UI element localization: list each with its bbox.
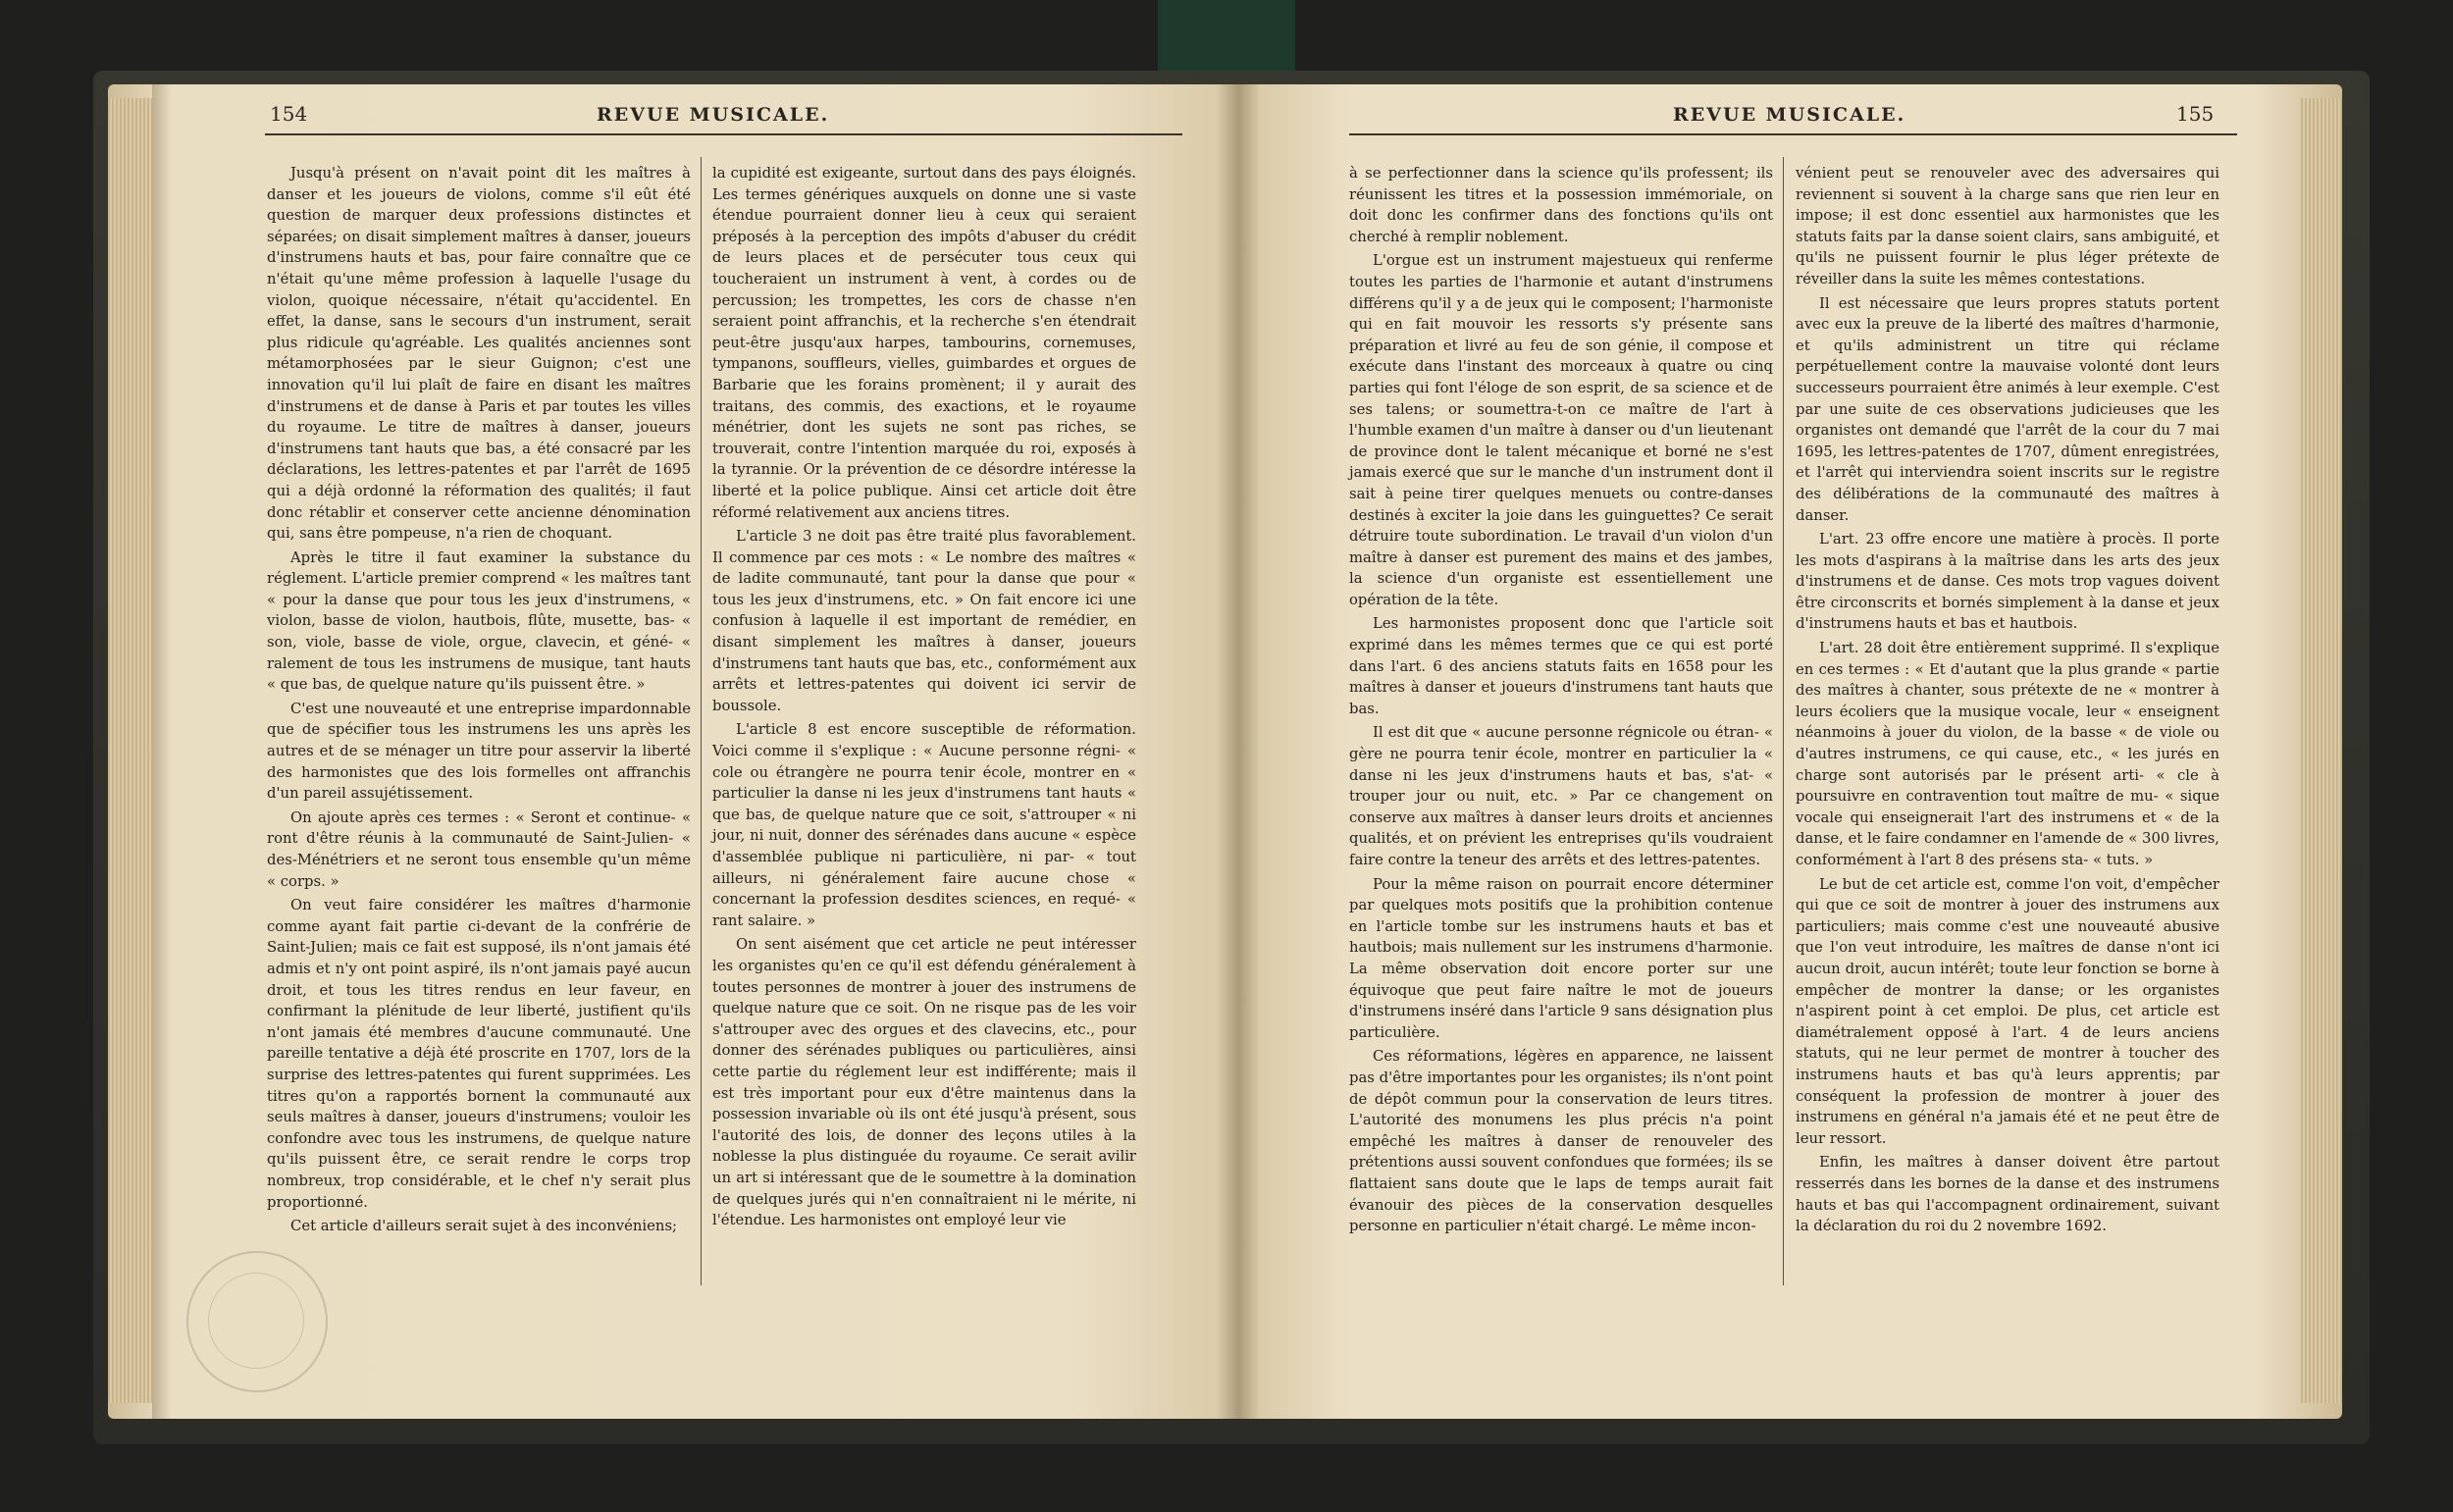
paragraph: Le but de cet article est, comme l'on voit, d'empêcher qui que ce soit de montrer à jouer des instrumens aux particuliers; mais comme c'est une nouveauté abusive que l'on veut introduire, les maîtres de danse n'ont ici aucun droit, aucun intérêt; toute leur fonction se borne à empêcher de montrer la danse; or les organistes n'aspirent point à cet emploi. De plus, cet article est diamétralement opposé à l'art. 4 de leurs anciens statuts, qui ne leur permet de montrer à toucher des instrumens hauts et bas qu'à leurs apprentis; par conséquent la profession de montrer à jouer des instrumens en général n'a jamais été et ne peut être de leur ressort. bbox=[1796, 875, 2219, 1147]
right-page-column-2 bbox=[1796, 163, 2219, 1240]
right-column-divider bbox=[1783, 157, 1784, 1285]
right-page-number: 155 bbox=[2176, 102, 2215, 126]
paragraph: Il est dit que « aucune personne régnicole ou étran- « gère ne pourra tenir école, montrer en particulier la « danse ni les jeux d'instrumens hauts et bas, s'at- « trouper jour ou nuit, etc. » Par ce changement on conserve aux maîtres à danser leurs droits et anciennes qualités, et on prévient les entreprises qu'ils voudraient faire contre la teneur des arrêts et des lettres-patentes. bbox=[1349, 724, 1773, 868]
library-stamp bbox=[186, 1251, 328, 1392]
left-running-head: REVUE MUSICALE. bbox=[597, 104, 830, 126]
left-page-column-2 bbox=[712, 163, 1136, 1234]
paragraph: Pour la même raison on pourrait encore déterminer par quelques mots positifs que la prohibition contenue en l'article tombe sur les instrumens hauts et bas et hautbois; mais nullement sur les instrumens d'harmonie. La même observation doit encore porter sur une équivoque que peut faire naître le mot de joueurs d'instrumens inséré dans l'article 9 sans désignation plus particulière. bbox=[1349, 875, 1773, 1041]
paragraph: Ces réformations, légères en apparence, ne laissent pas d'être importantes pour les organistes; ils n'ont point de dépôt commun pour la conservation de leurs titres. L'autorité des monumens les plus précis n'a point empêché les maîtres à danser de renouveler des prétentions aussi souvent confondues que formées; ils se flattaient sans doute que le laps de temps aurait fait évanouir des pièces de la conservation desquelles personne en particulier n'était chargé. Le même incon- bbox=[1349, 1048, 1773, 1235]
right-running-head: REVUE MUSICALE. bbox=[1673, 104, 1906, 126]
paragraph: L'art. 28 doit être entièrement supprimé. Il s'explique en ces termes : « Et d'autant que la plus grande « partie des maîtres à chanter, sous prétexte de ne « montrer à leurs écoliers que la musique vocale, leur « enseignent néanmoins à jouer du violon, de la basse « de viole ou d'autres instrumens, ce qui cause, etc., « les jurés en charge sont autorisés par le présent arti- « cle à poursuivre en contravention tout maître de mu- « sique vocale qui enseignerait l'art des instrumens et « de la danse, et le faire condamner en l'amende de « 300 livres, conformément à l'art 8 des présens sta- « tuts. » bbox=[1796, 640, 2219, 868]
paragraph: Enfin, les maîtres à danser doivent être partout resserrés dans les bornes de la danse et des instrumens hauts et bas qui l'accompagnent ordinairement, suivant la déclaration du roi du 2 novembre 1692. bbox=[1796, 1154, 2219, 1235]
paragraph: vénient peut se renouveler avec des adversaires qui reviennent si souvent à la charge sans que rien leur en impose; il est donc essentiel aux harmonistes que les statuts faits par la danse soient clairs, sans ambiguité, et qu'ils ne puissent fournir le plus léger prétexte de réveiller dans la suite les mêmes contestations. bbox=[1796, 165, 2219, 287]
book-gutter bbox=[1217, 84, 1260, 1419]
paragraph: Les harmonistes proposent donc que l'article soit exprimé dans les mêmes termes que ce qui est porté dans l'art. 6 des anciens statuts faits en 1658 pour les maîtres à danser et joueurs d'instrumens tant hauts que bas. bbox=[1349, 615, 1773, 717]
paragraph: Jusqu'à présent on n'avait point dit les maîtres à danser et les joueurs de violons, comme s'il eût été question de marquer deux professions distinctes et séparées; on disait simplement maîtres à danser, joueurs d'instrumens hauts et bas, pour faire connaître que ce n'était qu'une même profession à laquelle l'usage du violon, quoique nécessaire, n'était qu'accidentel. En effet, la danse, sans le secours d'un instrument, serait plus ridicule qu'agréable. Les qualités anciennes sont métamorphosées par le sieur Guignon; c'est une innovation qu'il lui plaît de faire en disant les maîtres d'instrumens et de danse à Paris et par toutes les villes du royaume. Le titre de maîtres à danser, joueurs d'instrumens tant hauts que bas, a été consacré par les déclarations, les lettres-patentes et par l'arrêt de 1695 qui a déjà ordonné la réformation des qualités; il faut donc rétablir et conserver cette ancienne dénomination qui, sans être pompeuse, n'a rien de choquant. bbox=[267, 165, 691, 543]
paragraph: L'orgue est un instrument majestueux qui renferme toutes les parties de l'harmonie et autant d'instrumens différens qu'il y a de jeux qui le composent; l'harmoniste qui en fait mouvoir les ressorts s'y présente sans préparation et livré au feu de son génie, il compose et exécute dans l'instant des morceaux à quatre ou cinq parties qui font l'éloge de son esprit, de sa science et de ses talens; or soumettra-t-on ce maître de l'art à l'humble examen d'un maître à danser ou d'un lieutenant de province dont le talent mécanique et borné ne s'est jamais exercé que sur le manche d'un instrument dont il sait à peine tirer quelques menuets ou contre-danses destinés à exciter la joie dans les guinguettes? Ce serait détruire toute subordination. Le travail d'un violon d'un maître à danser est purement des mains et des jambes, la science d'un organiste est essentiellement une opération de la tête. bbox=[1349, 252, 1773, 608]
paragraph: Cet article d'ailleurs serait sujet à des inconvéniens; bbox=[290, 1218, 678, 1235]
right-page-column-1 bbox=[1349, 163, 1773, 1240]
left-page-column-1 bbox=[267, 163, 691, 1240]
left-header-rule bbox=[265, 133, 1182, 135]
paragraph: L'article 3 ne doit pas être traité plus favorablement. Il commence par ces mots : « Le nombre des maîtres « de ladite communauté, tant pour la danse que pour « tous les jeux d'instrumens, etc. » On fait encore ici une confusion à laquelle il est important de remédier, en disant simplement les maîtres à danser, joueurs d'instrumens tant hauts que bas, etc., conformément aux arrêts et lettres-patentes qui doivent ici servir de boussole. bbox=[712, 528, 1136, 714]
left-page-shadow bbox=[152, 84, 172, 1419]
paragraph: Après le titre il faut examiner la substance du réglement. L'article premier comprend « les maîtres tant « pour la danse que pour tous les jeux d'instrumens, « violon, basse de violon, hautbois, flûte, musette, bas- « son, viole, basse de viole, orgue, clavecin, et géné- « ralement de tous les instrumens de musique, tant hauts « que bas, de quelque nature qu'ils puissent être. » bbox=[267, 548, 691, 694]
paragraph: à se perfectionner dans la science qu'ils professent; ils réunissent les titres et la possession immémoriale, on doit donc les confirmer dans des fonctions qu'ils ont cherché à remplir noblement. bbox=[1349, 165, 1773, 245]
paragraph: C'est une nouveauté et une entreprise impardonnable que de spécifier tous les instrumens les uns après les autres et de se ménager un titre pour asservir la liberté des harmonistes que des lois formelles ont affranchis d'un pareil assujétissement. bbox=[267, 700, 691, 803]
paragraph: L'art. 23 offre encore une matière à procès. Il porte les mots d'aspirans à la maîtrise dans les arts des jeux d'instrumens et de danse. Ces mots trop vagues doivent être circonscrits et bornés simplement à la danse et jeux d'instrumens hauts et bas et hautbois. bbox=[1796, 531, 2219, 633]
paragraph: Il est nécessaire que leurs propres statuts portent avec eux la preuve de la liberté des maîtres d'harmonie, et qu'ils administrent un titre qui réclame perpétuellement contre la mauvaise volonté dont leurs successeurs pourraient être animés à leur exemple. C'est par une suite de ces observations judicieuses que les organistes ont demandé que l'arrêt de la cour du 7 mai 1695, les lettres-patentes de 1707, dûment enregistrées, et l'arrêt qui interviendra soient inscrits sur le registre des délibérations de la communauté des maîtres à danser. bbox=[1796, 294, 2219, 524]
right-header-rule bbox=[1349, 133, 2237, 135]
left-page-number: 154 bbox=[270, 102, 308, 126]
paragraph: L'article 8 est encore susceptible de réformation. Voici comme il s'explique : « Aucune personne régni- « cole ou étrangère ne pourra tenir école, montrer en « particulier la danse ni les jeux d'instrumens tant hauts « que bas, de quelque nature que ce soit, s'attrouper « ni jour, ni nuit, donner des sérénades dans aucune « espèce d'assemblée publique ni particulière, ni par- « tout ailleurs, ni généralement faire aucune chose « concernant la profession desdites sciences, en requé- « rant salaire. » bbox=[712, 721, 1136, 929]
background-strip bbox=[1158, 0, 1295, 78]
paragraph: la cupidité est exigeante, surtout dans des pays éloignés. Les termes génériques auxquels on donne une si vaste étendue pourraient donner lieu à ceux qui seraient préposés à la perception des impôts d'abuser du crédit de leurs places et de persécuter tous ceux qui toucheraient un instrument à vent, à cordes ou de percussion; les trompettes, les cors de chasse n'en seraient point affranchis, et la recherche s'en étendrait peut-être jusqu'aux harpes, tambourins, cornemuses, tympanons, souffleurs, vielles, guimbardes et orgues de Barbarie que les forains promènent; il y aurait des traitans, des commis, des exactions, et le royaume ménétrier, dont les sujets ne sont pas riches, se trouverait, contre l'intention marquée du roi, exposés à la tyrannie. Or la prévention de ce désordre intéresse la liberté et la police publique. Ainsi cet article doit être réformé relativement aux anciens titres. bbox=[712, 165, 1136, 521]
left-column-divider bbox=[701, 157, 702, 1285]
right-page-edges bbox=[2301, 98, 2342, 1403]
library-stamp-inner-ring bbox=[208, 1273, 304, 1369]
paragraph: On ajoute après ces termes : « Seront et continue- « ront d'être réunis à la communauté de Saint-Julien- « des-Ménétriers et ne seront tous ensemble qu'un même « corps. » bbox=[267, 808, 691, 890]
left-page-edges bbox=[108, 98, 152, 1403]
paragraph: On sent aisément que cet article ne peut intéresser les organistes qu'en ce qu'il est défendu généralement à toutes personnes de montrer à jouer des instrumens de quelque nature que ce soit. On ne risque pas de les voir s'attrouper avec des orgues et des clavecins, etc., pour donner des sérénades publiques ou particulières, ainsi cette partie du réglement leur est indifférente; mais il est très important pour eux d'être maintenus dans la possession invariable où ils ont été jusqu'à présent, sous l'autorité des lois, de donner des leçons utiles à la noblesse la plus distinguée du royaume. Ce serait avilir un art si intéressant que de le soumettre à la domination de quelques jurés qui n'en connaîtraient ni le mérite, ni l'étendue. Les harmonistes ont employé leur vie bbox=[712, 936, 1136, 1229]
paragraph: On veut faire considérer les maîtres d'harmonie comme ayant fait partie ci-devant de la confrérie de Saint-Julien; mais ce fait est supposé, ils n'ont jamais été admis et n'y ont point aspiré, ils n'ont jamais payé aucun droit, et tous les titres rendus en leur faveur, en confirmant la plénitude de leur liberté, justifient qu'ils n'ont jamais été membres d'aucune communauté. Une pareille tentative a déjà été proscrite en 1707, lors de la surprise des lettres-patentes qui furent supprimées. Les titres qu'on a rapportés bornent la communauté aux seuls maîtres à danser, joueurs d'instrumens; vouloir les confondre avec tous les instrumens, de quelque nature qu'ils puissent être, ce serait rendre le corps trop nombreux, trop considérable, et le chef n'y serait plus proportionné. bbox=[267, 897, 691, 1211]
